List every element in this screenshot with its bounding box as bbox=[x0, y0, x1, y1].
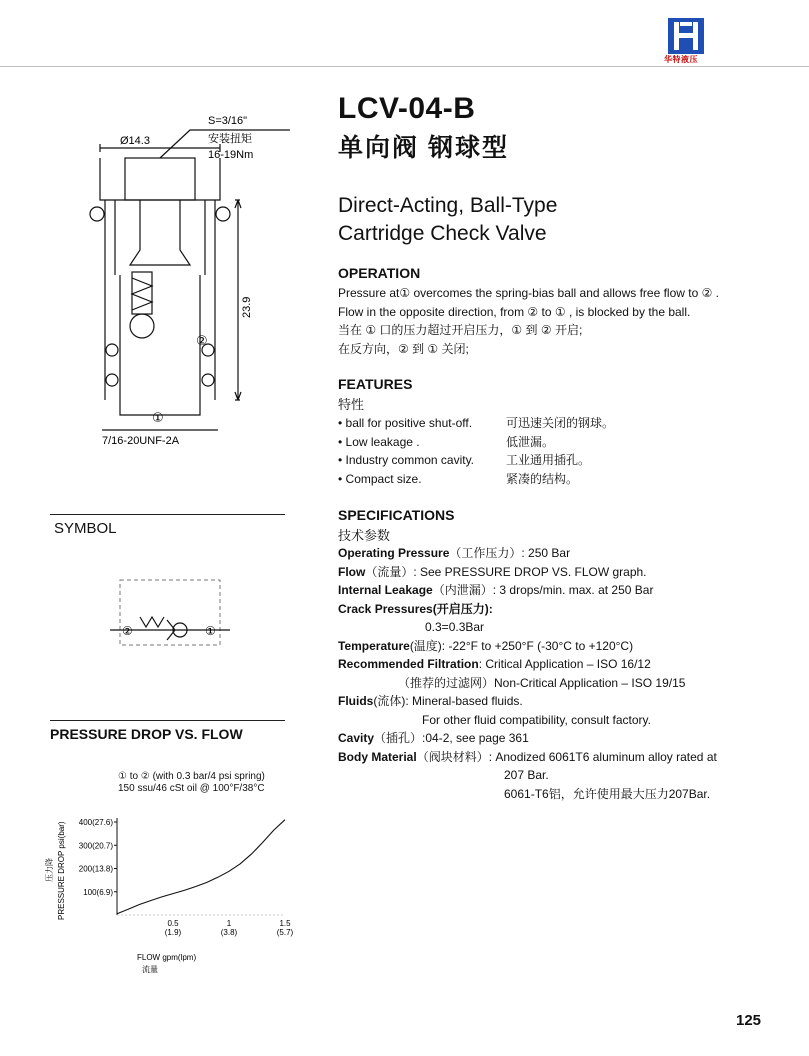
spec-cavity: Cavity（插孔）:04-2, see page 361 bbox=[338, 731, 529, 745]
hex-size-label: S=3/16" bbox=[208, 115, 248, 127]
symbol-heading: SYMBOL bbox=[54, 520, 117, 537]
x-tick-label: 1.5 bbox=[279, 919, 291, 928]
logo-text: 华特液压 bbox=[664, 55, 698, 64]
y-tick-label: 300(20.7) bbox=[78, 841, 113, 851]
y-axis-label: PRESSURE DROP psi(bar) bbox=[57, 821, 66, 920]
x-tick-label: (3.8) bbox=[220, 928, 238, 937]
port-1-label: ① bbox=[152, 410, 164, 425]
operation-heading: OPERATION bbox=[338, 265, 421, 281]
spec-crack-value: 0.3=0.3Bar bbox=[425, 620, 485, 634]
y-tick-label: 400(27.6) bbox=[78, 818, 113, 827]
diameter-label: Ø14.3 bbox=[120, 135, 150, 147]
chart-heading: PRESSURE DROP VS. FLOW bbox=[50, 726, 243, 742]
valve-symbol bbox=[110, 575, 230, 650]
title-english: Direct-Acting, Ball-Type Cartridge Check Valve bbox=[338, 194, 558, 245]
features-list bbox=[338, 414, 614, 488]
series-line bbox=[117, 820, 285, 914]
x-tick-label: (5.7) bbox=[276, 928, 294, 937]
chart-rule bbox=[50, 720, 285, 721]
spec-filtration: Recommended Filtration: Critical Application – ISO 16/12 bbox=[338, 657, 651, 671]
x-tick-label: 1 bbox=[226, 919, 232, 928]
page-number: 125 bbox=[736, 1012, 762, 1029]
features-heading-cn: 特性 bbox=[338, 397, 365, 412]
torque-label: 16-19Nm bbox=[208, 149, 254, 161]
features-heading: FEATURES bbox=[338, 376, 413, 392]
spec-filtration-2: （推荐的过滤网）Non-Critical Application – ISO 19/15 bbox=[398, 675, 686, 690]
specs-heading-cn: 技术参数 bbox=[338, 528, 391, 543]
page-title: LCV-04-B bbox=[338, 92, 476, 125]
spec-leakage: Internal Leakage（内泄漏）: 3 drops/min. max. at 250 Bar bbox=[338, 583, 654, 597]
thread-label: 7/16-20UNF-2A bbox=[102, 435, 180, 447]
spec-crack-label: Crack Pressures(开启压力): bbox=[338, 601, 493, 616]
header-divider bbox=[0, 66, 809, 67]
x-tick-label: 0.5 bbox=[167, 919, 179, 928]
list-item: • Industry common cavity. 工业通用插孔。 bbox=[338, 453, 591, 467]
pressure-drop-chart bbox=[45, 800, 310, 980]
specs-list bbox=[338, 544, 717, 803]
y-tick-label: 200(13.8) bbox=[78, 864, 113, 874]
y-axis-label-cn: 压力降 bbox=[45, 858, 54, 882]
y-tick-label: 100(6.9) bbox=[83, 887, 113, 897]
port-2-label: ② bbox=[196, 333, 208, 348]
x-axis-label-cn: 流量 bbox=[142, 965, 158, 974]
torque-cn-label: 安装扭矩 bbox=[208, 133, 252, 145]
symbol-rule bbox=[50, 514, 285, 515]
spec-body-material-2: 207 Bar. bbox=[504, 768, 549, 782]
spec-flow: Flow（流量）: See PRESSURE DROP VS. FLOW graph. bbox=[338, 564, 647, 579]
spec-body-material: Body Material（阀块材料）: Anodized 6061T6 aluminum alloy rated at bbox=[338, 749, 717, 764]
spec-body-material-3: 6061-T6铝，允许使用最大压力207Bar. bbox=[504, 786, 711, 801]
x-axis-label: FLOW gpm(lpm) bbox=[137, 953, 197, 962]
length-label: 23.9 bbox=[241, 296, 253, 318]
chart-note: ① to ② (with 0.3 bar/4 psi spring) 150 ssu/46 cSt oil @ 100°F/38°C bbox=[118, 771, 265, 794]
symbol-port-2: ② bbox=[122, 624, 133, 638]
spec-fluids-2: For other fluid compatibility, consult factory. bbox=[422, 712, 651, 727]
x-tick-label: (1.9) bbox=[164, 928, 182, 937]
specs-heading: SPECIFICATIONS bbox=[338, 507, 455, 523]
operation-text: Pressure at① overcomes the spring-bias ball and allows free flow to ② . Flow in the opposite direction, from ② to ① , is blocked by the ball. 当在 ① 口的压力超过开启压力，① 到 ② 开启; 在反方向，② 到 ① 关闭; bbox=[338, 286, 720, 356]
list-item: • Compact size. 紧凑的结构。 bbox=[338, 471, 579, 486]
spec-operating-pressure: Operating Pressure（工作压力）: 250 Bar bbox=[338, 546, 571, 560]
cartridge-drawing bbox=[60, 100, 310, 460]
spec-temperature: Temperature(温度): -22°F to +250°F (-30°C to +120°C) bbox=[338, 638, 634, 653]
title-chinese: 单向阀 钢球型 bbox=[338, 134, 509, 162]
spec-fluids: Fluids(流体): Mineral-based fluids. bbox=[338, 694, 523, 708]
list-item: • Low leakage . 低泄漏。 bbox=[338, 434, 555, 449]
symbol-port-1: ① bbox=[205, 624, 216, 638]
list-item: • ball for positive shut-off. 可迅速关闭的钢球。 bbox=[338, 416, 615, 430]
